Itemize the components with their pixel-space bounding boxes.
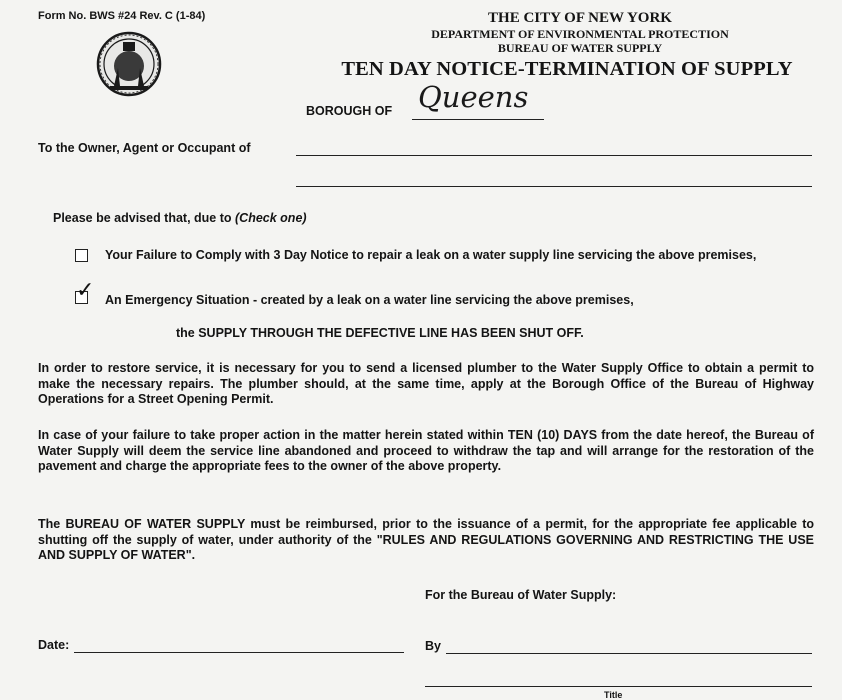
option-failure-text: Your Failure to Comply with 3 Day Notice to repair a leak on a water supply line servicing the above premises, — [105, 248, 757, 262]
notice-title: TEN DAY NOTICE-TERMINATION OF SUPPLY — [341, 58, 793, 80]
borough-label: BOROUGH OF — [306, 104, 393, 118]
paragraph-restore-service: In order to restore service, it is necessary for you to send a licensed plumber to the Water Supply Office to obtain a permit to make the necessary repairs. The plumber should, at the same time, apply at the Borough Office of the Bureau of Highway Operations for a Street Opening Permit. — [38, 361, 814, 406]
signature-heading: For the Bureau of Water Supply: — [425, 588, 617, 602]
borough-field[interactable] — [412, 119, 544, 120]
paragraph-failure-consequence: In case of your failure to take proper action in the matter herein stated within TEN (10) DAYS from the date hereof, the Bureau of Water Supply will deem the service line abandoned and proceed to withdraw the tap and will arrange for the restoration of the pavement and charge the appropriate fees to the owner of the above property. — [38, 428, 814, 473]
header-city: THE CITY OF NEW YORK — [488, 10, 672, 26]
option-failure-checkbox[interactable] — [75, 249, 88, 262]
addressee-label: To the Owner, Agent or Occupant of — [38, 141, 251, 155]
advisory-instruction: (Check one) — [235, 211, 307, 225]
advisory-lead: Please be advised that, due to — [53, 211, 236, 225]
addressee-field-line-2[interactable] — [296, 186, 812, 187]
date-field[interactable] — [74, 652, 404, 653]
title-field[interactable] — [425, 686, 812, 687]
signature-field[interactable] — [446, 653, 812, 654]
checkmark-icon: ✓ — [76, 278, 95, 303]
advisory-text — [53, 211, 307, 225]
option-failure-label — [105, 248, 765, 263]
header-bureau: BUREAU OF WATER SUPPLY — [497, 41, 663, 55]
title-label: Title — [604, 690, 623, 700]
borough-handwritten-value: Queens — [418, 80, 529, 114]
option-emergency-label: An Emergency Situation - created by a leak on a water line servicing the above premises, — [105, 293, 634, 307]
shutoff-statement: the SUPPLY THROUGH THE DEFECTIVE LINE HAS BEEN SHUT OFF. — [176, 326, 584, 340]
paragraph-reimbursement: The BUREAU OF WATER SUPPLY must be reimbursed, prior to the issuance of a permit, for the appropriate fee applicable to shutting off the supply of water, under authority of the "RULES AND REGULATIONS GOVERNING AND RESTRICTING THE USE AND SUPPLY OF WATER". — [38, 517, 814, 562]
date-label: Date: — [38, 638, 70, 652]
header-department: DEPARTMENT OF ENVIRONMENTAL PROTECTION — [431, 27, 729, 41]
addressee-field-line-1[interactable] — [296, 155, 812, 156]
form-number: Form No. BWS #24 Rev. C (1-84) — [38, 10, 206, 22]
by-label: By — [425, 639, 441, 653]
city-seal-icon — [96, 28, 162, 100]
